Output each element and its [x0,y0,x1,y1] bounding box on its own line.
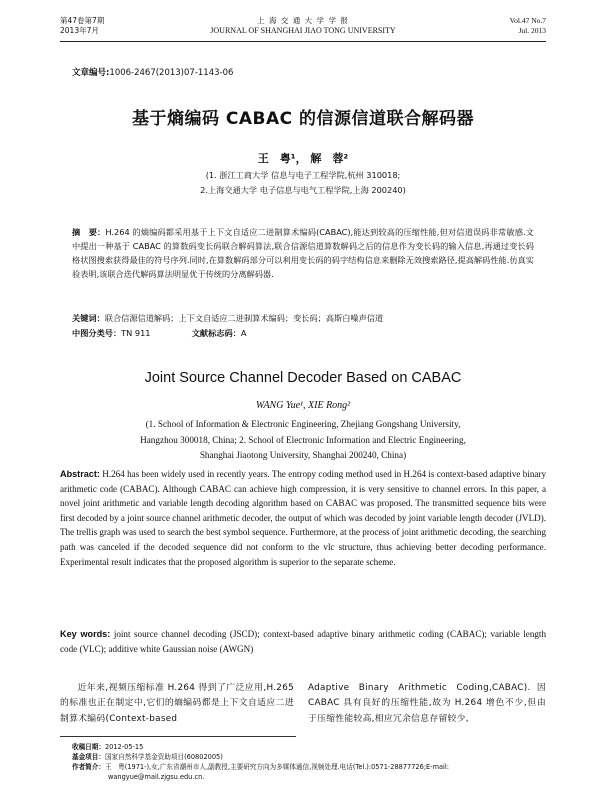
author-bio-text: 王 粤(1971-),女,广东省潮州市人,副教授,主要研究方向为多媒体通信,视频处理.电话(Tel.):0571-28877726;E-mail: [104,763,449,771]
header-center [180,16,426,36]
footnotes [72,742,546,782]
journal-name-cn: 上 海 交 通 大 学 学 报 [257,16,349,25]
article-number [72,66,233,78]
abstract-cn-label: 摘 要： [72,227,106,237]
classification-line [72,327,246,340]
clc-value: TN 911 [121,328,151,338]
issue-date: 2013年7月 [60,26,99,35]
affiliations-en [60,417,546,464]
footnote-received [72,742,546,752]
received-date: 2012-05-15 [104,743,144,751]
authors-en: WANG Yue¹, XIE Rong² [255,400,351,411]
journal-name-en: JOURNAL OF SHANGHAI JIAO TONG UNIVERSITY [210,26,396,35]
abstract-en-label: Abstract: [60,469,100,479]
authors-cn: 王 粤¹， 解 蓉² [257,152,349,165]
doc-code-value: A [240,328,247,338]
fund-text: 国家自然科学基金资助项目(60802005) [104,753,223,761]
author-email[interactable]: wangyue@mail.zjgsu.edu.cn. [108,773,205,781]
keywords-en-label: Key words: [60,629,111,639]
keywords-cn-text: 联合信源信道解码；上下文自适应二进制算术编码；变长码；高斯白噪声信道 [104,313,384,323]
header-rule [60,41,546,42]
affiliation-cn-2: 2.上海交通大学 电子信息与电气工程学院,上海 200240) [200,185,406,195]
title-cn: 基于熵编码 CABAC 的信源信道联合解码器 [131,109,475,129]
footnote-author [72,762,546,772]
body-column-right: Adaptive Binary Arithmetic Coding,CABAC).因 CABAC 具有良好的压缩性能,故为 H.264 增色不少,但由于压缩性能较高,相应冗余信息存留较少, [308,683,546,724]
article-number-label: 文章编号: [72,68,110,78]
author-bio-label: 作者简介： [72,763,105,771]
footnote-rule [60,736,296,737]
footnote-fund [72,752,546,762]
keywords-en [60,627,546,656]
article-number-value: 1006-2467(2013)07-1143-06 [109,68,234,78]
affiliation-en-1: (1. School of Information & Electronic Engineering, Zhejiang Gongshang University, [145,419,461,429]
header-left [60,16,104,36]
abstract-en-text: H.264 has been widely used in recently years. The entropy coding method used in H.264 is context-based adaptive binary arithmetic code (CABAC). Although CABAC can achieve high compression, it is very sensitive to channel errors. In this paper, a novel joint arithmetic and variable length decoding algorithm based on CABAC was proposed. The transmitted sequence bits were first decoded by a joint source channel arithmetic decoder, the output of which was decoded by joint variable length decoder (JVLD). The trellis graph was used to search the best symbol sequence. Furthermore, at the process of joint arithmetic decoding, the searching path was canceled if the decoded sequence did not conform to the vlc structure, thus achieving better decoding performance. Experimental result indicates that the proposed algorithm is superior to the separate scheme. [60,469,546,567]
clc-label: 中图分类号： [72,328,122,338]
affiliation-en-2: Hangzhou 300018, China; 2. School of Electronic Information and Electric Engineering, [140,434,466,445]
keywords-en-text: joint source channel decoding (JSCD); context-based adaptive binary arithmetic coding (CABAC); variable length code (VLC); additive white Gaussian noise (AWGN) [60,629,546,654]
affiliations-cn [60,168,546,198]
abstract-cn-text: H.264 的熵编码都采用基于上下文自适应二进制算术编码(CABAC),能达到较高的压缩性能,但对信道误码非常敏感.文中提出一种基于 CABAC 的算数码变长码联合解码算法,联合信源信道算数解码之后的信息作为变长码的输入信息,再通过变长码格状图搜索获得最佳的符号序列.同时,在算数解码部分可以利用变长码的码字结构信息来删除无效搜索路径,提高解码性能.仿真实验表明,该联合迭代解码算法明显优于传统的分离解码器. [72,227,534,279]
received-label: 收稿日期： [72,743,105,751]
header-right [510,16,546,36]
keywords-cn-label: 关键词： [72,313,105,323]
issue-date-en: Jul. 2013 [518,26,546,35]
affiliation-en-3: Shanghai Jiaotong University, Shanghai 200240, China) [199,450,407,460]
affiliation-cn-1: (1. 浙江工商大学 信息与电子工程学院,杭州 310018; [205,170,401,180]
volume-issue-en: Vol.47 No.7 [509,16,546,25]
title-en: Joint Source Channel Decoder Based on CABAC [144,370,462,386]
abstract-cn [72,225,534,281]
keywords-cn [72,312,534,325]
doc-code-label: 文献标志码： [191,328,241,338]
abstract-en [60,467,546,569]
fund-label: 基金项目： [72,753,105,761]
volume-issue: 第47卷第7期 [60,16,105,25]
body-column-left: 近年来,视频压缩标准 H.264 得到了广泛应用,H.265 的标准也正在制定中,它们的熵编码都是上下文自适应二进制算术编码(Context-based [60,683,294,724]
